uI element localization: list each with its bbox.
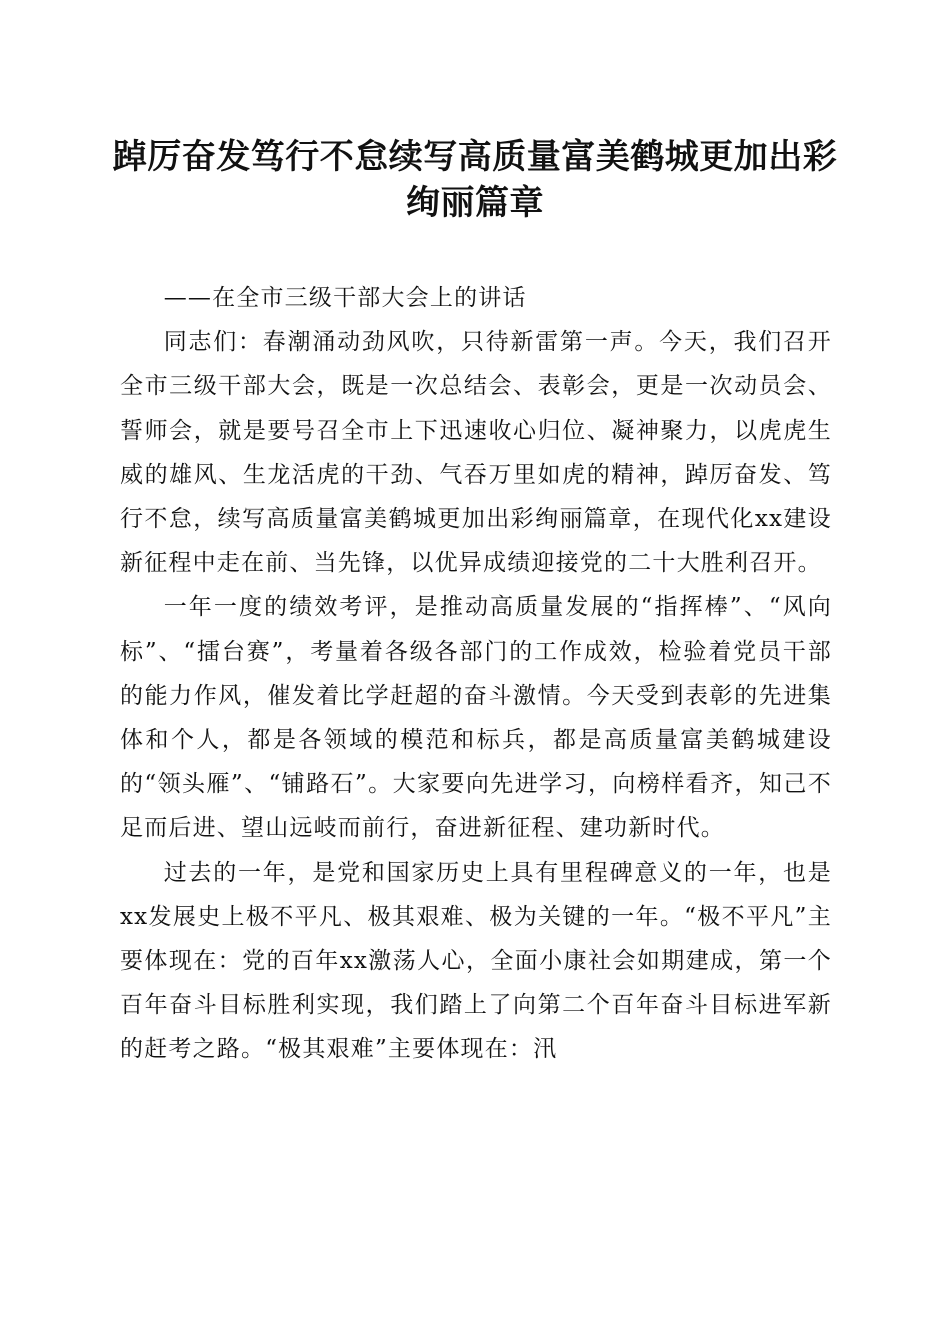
paragraph-1: 同志们：春潮涌动劲风吹，只待新雷第一声。今天，我们召开全市三级干部大会，既是一次总结会、表彰会，更是一次动员会、誓师会，就是要号召全市上下迅速收心归位、凝神聚力，以虎虎生威的雄风、生龙活虎的干劲、气吞万里如虎的精神，踔厉奋发、笃行不怠，续写高质量富美鹤城更加出彩绚丽篇章，在现代化xx建设新征程中走在前、当先锋，以优异成绩迎接党的二十大胜利召开。 — [120, 329, 832, 577]
paragraph-2: 一年一度的绩效考评，是推动高质量发展的“指挥棒”、“风向标”、“擂台赛”，考量着各级各部门的工作成效，检验着党员干部的能力作风，催发着比学赶超的奋斗激情。今天受到表彰的先进集体和个人，都是各领域的模范和标兵，都是高质量富美鹤城建设的“领头雁”、“铺路石”。大家要向先进学习，向榜样看齐，知己不足而后进、望山远岐而前行，奋进新征程、建功新时代。 — [120, 594, 832, 842]
document-body — [120, 276, 832, 1072]
paragraph-3: 过去的一年，是党和国家历史上具有里程碑意义的一年，也是xx发展史上极不平凡、极其艰难、极为关键的一年。“极不平凡”主要体现在：党的百年xx激荡人心，全面小康社会如期建成，第一个百年奋斗目标胜利实现，我们踏上了向第二个百年奋斗目标进军新的赶考之路。“极其艰难”主要体现在：汛 — [120, 859, 832, 1063]
document-title: 踔厉奋发笃行不怠续写高质量富美鹤城更加出彩绚丽篇章 — [112, 137, 838, 223]
subtitle: ——在全市三级干部大会上的讲话 — [163, 285, 527, 311]
